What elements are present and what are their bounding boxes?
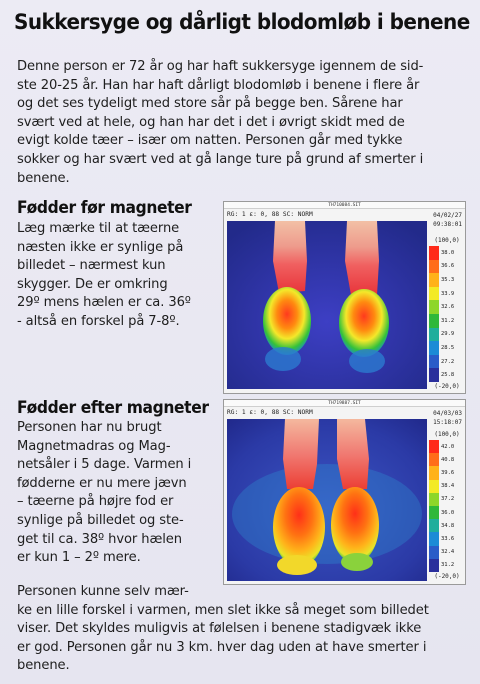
after-heading: Fødder efter magneter	[17, 398, 209, 417]
after-line: get til ca. 38º hvor hælen	[17, 531, 182, 547]
intro-line: Denne person er 72 år og har haft sukkersyge igennem de sid-	[17, 59, 424, 74]
after-line: Magnetmadras og Mag-	[17, 438, 171, 454]
intro-line: svært ved at hele, og han har det i det i øvrigt skidt med de	[17, 114, 405, 130]
after-line: fødderne er nu mere jævn	[17, 475, 187, 491]
scale-label: 34.8	[441, 522, 455, 529]
scale-step	[429, 546, 465, 559]
page-title: Sukkersyge og dårligt blodomløb i benene	[14, 10, 470, 35]
scale-top-label: (100,0)	[434, 237, 460, 244]
scale-label: 36.0	[441, 509, 455, 516]
scale-label: 42.0	[441, 443, 455, 450]
intro-line: evigt kolde tæer – især om natten. Personen går med tykke	[17, 133, 403, 149]
after-line: synlige på billedet og ste-	[17, 512, 184, 528]
thermal-filename: TH719887.SIT	[224, 400, 465, 407]
scale-step	[429, 532, 465, 545]
before-line: - altså en forskel på 7-8º.	[17, 313, 180, 329]
scale-bottom-label: (-20,0)	[434, 383, 460, 390]
thermal-image-after	[223, 399, 466, 585]
scale-step	[429, 287, 465, 301]
scale-label: 27.2	[441, 358, 455, 365]
scale-label: 35.3	[441, 276, 455, 283]
scale-step	[429, 493, 465, 506]
scale-label: 33.9	[441, 290, 455, 297]
after-line: – tæerne på højre fod er	[17, 494, 174, 510]
after-line: Personen har nu brugt	[17, 420, 162, 435]
scale-step	[429, 440, 465, 453]
scale-label: 38.4	[441, 483, 455, 490]
outro-line: benene.	[17, 658, 70, 674]
thermal-feet-after	[227, 419, 427, 581]
thermal-feet-before	[227, 221, 427, 389]
thermal-date: 04/03/03	[433, 410, 462, 417]
scale-label: 29.9	[441, 331, 455, 338]
intro-line: sokker og har svært ved at gå lange ture på grund af smerter i	[17, 151, 424, 167]
scale-step	[429, 300, 465, 314]
scale-step	[429, 466, 465, 479]
scale-step	[429, 519, 465, 532]
scale-label: 25.8	[441, 372, 455, 379]
outro-line: viser. Det skyldes muligvis at følelsen i benene stadigvæk ikke	[17, 621, 422, 637]
scale-step	[429, 328, 465, 342]
scale-label: 31.2	[441, 562, 455, 569]
after-line: netsåler i 5 dage. Varmen i	[17, 457, 192, 473]
outro-line: Personen kunne selv mær-	[17, 584, 189, 599]
scale-label: 28.5	[441, 344, 455, 351]
before-line: 29º mens hælen er ca. 36º	[17, 295, 191, 311]
scale-label: 38.0	[441, 249, 455, 256]
scale-step	[429, 314, 465, 328]
scale-step	[429, 260, 465, 274]
before-paragraph	[17, 220, 217, 332]
outro-line: er god. Personen går nu 3 km. hver dag uden at have smerter i	[17, 639, 427, 655]
scale-step	[429, 273, 465, 287]
intro-line: og det ses tydeligt med store sår på begge ben. Sårene har	[17, 96, 403, 112]
thermal-scale-after	[429, 430, 465, 584]
before-heading: Fødder før magneter	[17, 198, 192, 217]
scale-label: 31.2	[441, 317, 455, 324]
scale-step	[429, 506, 465, 519]
scale-label: 33.6	[441, 536, 455, 543]
feet-thermogram	[227, 419, 427, 581]
scale-step	[429, 480, 465, 493]
outro-line: ke en lille forskel i varmen, men slet ikke så meget som billedet	[17, 602, 429, 618]
thermal-timestamp	[433, 211, 462, 229]
scale-step	[429, 341, 465, 355]
thermal-time: 15:18:07	[433, 419, 462, 426]
scale-label: 36.6	[441, 263, 455, 270]
scale-top-label: (100,0)	[434, 431, 460, 438]
thermal-header: RG: 1 ε: 0, 88 SC: NORM	[227, 211, 313, 218]
feet-thermogram	[227, 221, 427, 389]
intro-paragraph	[17, 58, 467, 188]
scale-bottom-label: (-20,0)	[434, 573, 460, 580]
scale-label: 32.4	[441, 549, 455, 556]
before-line: næsten ikke er synlige på	[17, 239, 184, 255]
scale-step	[429, 355, 465, 369]
scale-bar	[429, 440, 465, 572]
thermal-date: 04/02/27	[433, 212, 462, 219]
scale-step	[429, 559, 465, 572]
scale-label: 39.6	[441, 470, 455, 476]
thermal-header: RG: 1 ε: 0, 88 SC: NORM	[227, 409, 313, 416]
thermal-image-before	[223, 201, 466, 394]
after-paragraph	[17, 419, 222, 568]
before-line: billedet – nærmest kun	[17, 258, 166, 274]
thermal-scale-before	[429, 236, 465, 394]
scale-label: 37.2	[441, 496, 455, 503]
before-line: skygger. De er omkring	[17, 276, 168, 292]
thermal-timestamp	[433, 409, 462, 427]
intro-line: ste 20-25 år. Han har haft dårligt blodomløb i benene i flere år	[17, 77, 420, 93]
after-line: er kun 1 – 2º mere.	[17, 550, 141, 566]
scale-step	[429, 246, 465, 260]
intro-line: benene.	[17, 170, 70, 186]
scale-label: 40.8	[441, 456, 455, 463]
scale-bar	[429, 246, 465, 382]
thermal-filename: TH710084.SIT	[224, 202, 465, 209]
thermal-time: 09:38:01	[433, 221, 462, 228]
outro-paragraph	[17, 583, 467, 676]
scale-label: 32.6	[441, 304, 455, 311]
before-line: Læg mærke til at tæerne	[17, 221, 180, 236]
scale-step	[429, 368, 465, 382]
scale-step	[429, 453, 465, 466]
